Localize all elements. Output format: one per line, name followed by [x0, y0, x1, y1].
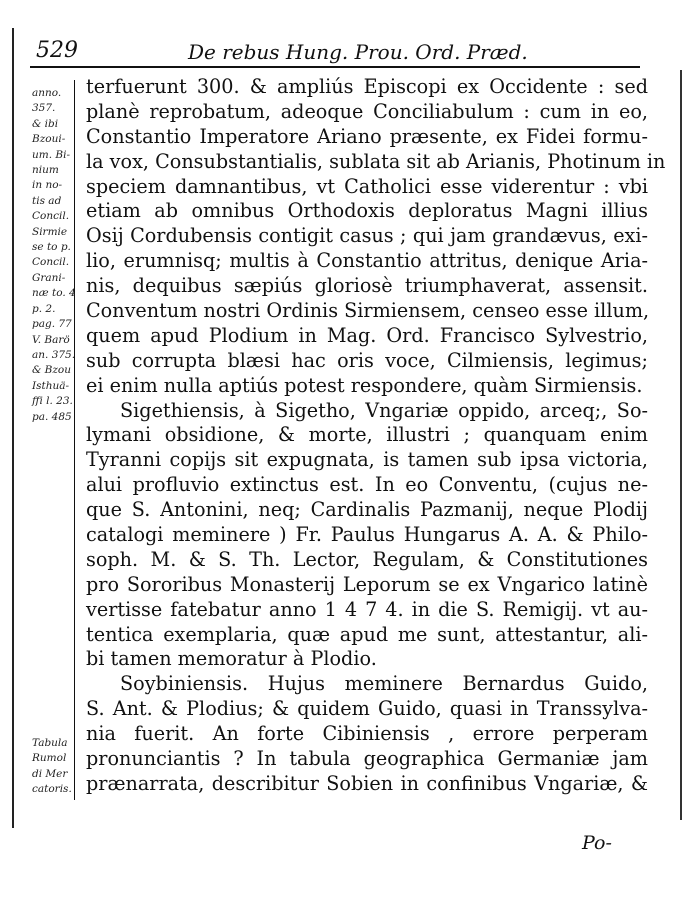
text-line: bi tamen memoratur à Plodio.	[86, 647, 377, 671]
margin-note-line: 357.	[32, 102, 56, 115]
catchword: Po-	[582, 832, 612, 854]
margin-note-line: nium	[32, 164, 59, 177]
margin-note-line: pag. 77	[32, 318, 72, 331]
margin-note-line: Grani-	[32, 271, 66, 284]
page-number: 529	[36, 38, 78, 63]
text-line: que S. Antonini, neq; Cardinalis Pazmanij, neque Plodij	[86, 498, 648, 522]
margin-note-line: p. 2.	[32, 302, 56, 315]
text-line: vertisse fatebatur anno 1 4 7 4. in die S. Remigij. vt au-	[86, 597, 648, 621]
text-line: ei enim nulla aptiús potest respondere, quàm Sirmiensis.	[86, 373, 643, 397]
margin-note-line: ffi l. 23.	[32, 395, 73, 408]
margin-note-line: catoris.	[32, 783, 72, 796]
text-line: pro Sororibus Monasterij Leporum se ex Vngarico latinè	[86, 572, 648, 596]
text-line: etiam ab omnibus Orthodoxis deploratus Magni illius	[86, 199, 648, 223]
margin-note-line: tis ad	[32, 194, 62, 207]
text-line: quem apud Plodium in Mag. Ord. Francisco Sylvestrio,	[86, 323, 648, 347]
margin-note-line: V. Barö	[32, 333, 70, 346]
margin-note-line: & Bzou	[32, 364, 72, 377]
text-line: Constantio Imperatore Ariano præsente, ex Fidei formu-	[86, 124, 648, 148]
text-line: nis, dequibus sæpiús gloriosè triumphaverat, assensit.	[86, 274, 648, 298]
margin-note-line: se to p.	[32, 241, 71, 254]
margin-note-line: in no-	[32, 179, 63, 192]
body-text	[86, 75, 666, 797]
margin-note	[32, 736, 76, 798]
page-edge-right	[680, 70, 682, 820]
text-line: Conventum nostri Ordinis Sirmiensem, censeo esse illum,	[86, 299, 650, 323]
margin-note-line: & ibi	[32, 117, 59, 130]
margin-note-line: næ to. 4	[32, 287, 76, 300]
text-line: planè reprobatum, adeoque Conciliabulum : cum in eo,	[86, 99, 648, 123]
running-title: De rebus Hung. Prou. Ord. Præd.	[188, 40, 528, 64]
margin-note-line: anno.	[32, 87, 62, 99]
margin-notes-column	[30, 80, 75, 800]
page-header	[30, 34, 640, 68]
text-line: lymani obsidione, & morte, illustri ; quanquam enim	[86, 423, 648, 447]
text-line: Sigethiensis, à Sigetho, Vngariæ oppido, arceq;, So-	[120, 398, 648, 422]
text-line: alui profluvio extinctus est. In eo Conventu, (cujus ne-	[86, 473, 648, 497]
margin-note-line: Isthuä-	[32, 379, 70, 392]
text-line: speciem damnantibus, vt Catholici esse viderentur : vbi	[86, 174, 648, 198]
text-line: Tyranni copijs sit expugnata, is tamen sub ipsa victoria,	[86, 448, 648, 472]
text-line: prænarrata, describitur Sobien in confinibus Vngariæ, &	[86, 771, 648, 795]
margin-note-line: an. 375.	[32, 348, 76, 361]
text-line: terfuerunt 300. & ampliús Episcopi ex Occidente : sed	[86, 75, 648, 98]
text-line: pronunciantis ? In tabula geographica Germaniæ jam	[86, 747, 648, 771]
text-line: Soybiniensis. Hujus meminere Bernardus Guido,	[120, 672, 648, 696]
margin-note-line: Sirmie	[32, 225, 68, 238]
text-line: la vox, Consubstantialis, sublata sit ab Arianis, Photinum in	[86, 149, 666, 173]
text-line: lio, erumnisq; multis à Constantio attritus, denique Aria-	[86, 249, 648, 273]
margin-note-line: Concil.	[32, 210, 70, 223]
margin-note-line: Rumol	[32, 752, 67, 765]
page-edge-left	[12, 28, 14, 828]
text-line: sub corrupta blæsi hac oris voce, Cilmiensis, legimus;	[86, 348, 648, 372]
text-line: S. Ant. & Plodius; & quidem Guido, quasi in Transsylva-	[86, 697, 648, 721]
margin-note-line: di Mer	[32, 767, 68, 780]
text-line: Osij Cordubensis contigit casus ; qui jam grandævus, exi-	[86, 224, 648, 248]
margin-note-line: Bzoui-	[32, 133, 66, 146]
margin-note-line: pa. 485	[32, 410, 72, 423]
text-line: nia fuerit. An forte Cibiniensis , errore perperam	[86, 722, 648, 746]
text-line: tentica exemplaria, quæ apud me sunt, attestantur, ali-	[86, 622, 648, 646]
margin-note	[32, 86, 76, 425]
margin-note-line: um. Bi-	[32, 148, 71, 161]
margin-note-line: Concil.	[32, 256, 70, 269]
text-line: soph. M. & S. Th. Lector, Regulam, & Constitutiones	[86, 547, 648, 571]
margin-note-line: Tabula	[32, 737, 68, 749]
text-line: catalogi meminere ) Fr. Paulus Hungarus A. A. & Philo-	[86, 523, 648, 547]
